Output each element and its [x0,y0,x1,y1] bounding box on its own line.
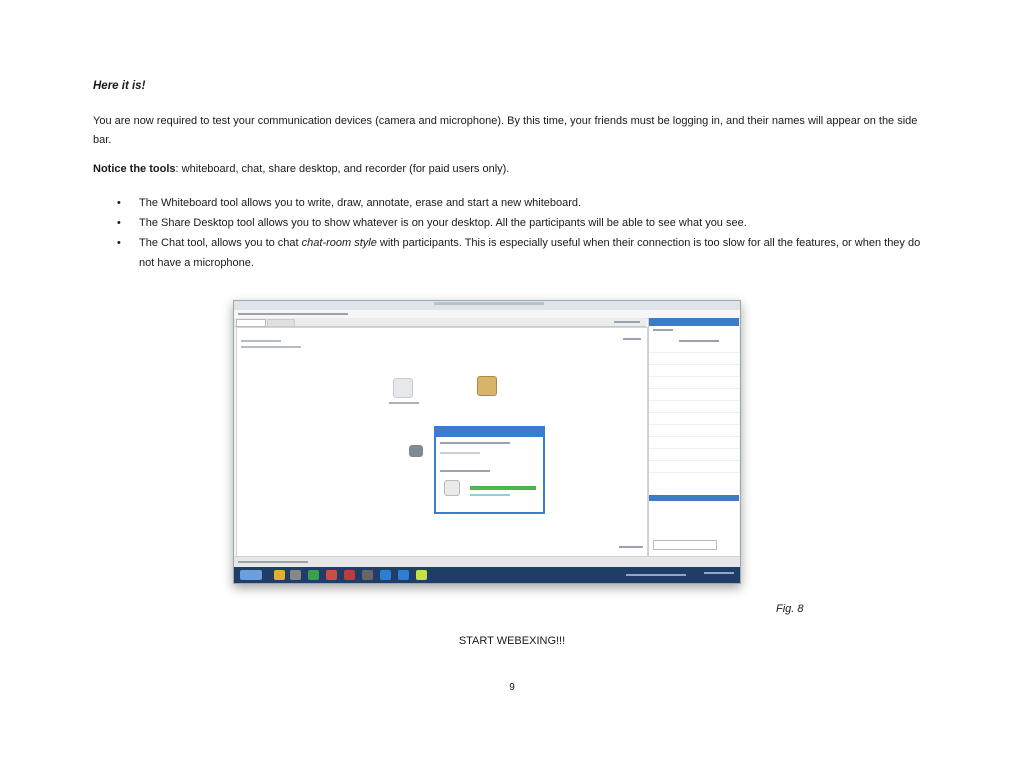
figure-caption: Fig. 8 [776,603,804,615]
headset-icon [393,378,413,398]
bullet-icon: • [117,217,121,229]
notice-bold-label: Notice the tools [93,163,176,175]
notice-text: : whiteboard, chat, share desktop, and recorder (for paid users only). [175,163,510,175]
page-number: 9 [509,682,515,693]
bullet-icon: • [117,197,121,209]
window-tabs [234,318,646,327]
notice-paragraph [93,163,509,175]
intro-paragraph: You are now required to test your communication devices (camera and microphone). By this time, your friends must be logging in, and their names will appear on the side bar. [93,115,918,146]
video-icon [409,445,423,457]
chat-panel-header [649,495,739,501]
tools-bullet-list [93,193,928,273]
window-title-bar [234,301,740,310]
list-item [93,193,928,213]
windows-taskbar [234,567,740,583]
bullet-text-chat-post: with participants. This is especially useful when their connection is too slow for all the features, or when they do not have a microphone. [139,237,921,269]
list-item [93,213,928,233]
section-heading: Here it is! [93,80,146,92]
list-item [93,233,928,273]
bullet-text-share-desktop: The Share Desktop tool allows you to show whatever is on your desktop. All the participants will be able to see what you see. [139,217,747,229]
start-webexing-text: START WEBEXING!!! [458,635,566,647]
headset-icon [444,480,460,496]
bullet-icon: • [117,237,121,249]
bullet-text-chat-pre: The Chat tool, allows you to chat [139,237,302,249]
audio-level-bar [470,486,536,490]
webex-screenshot-figure [233,300,741,584]
participants-icon [477,376,497,396]
meeting-main-area [236,327,648,557]
participants-sidebar [648,318,739,556]
bullet-text-whiteboard: The Whiteboard tool allows you to write, draw, annotate, erase and start a new whiteboard. [139,197,582,209]
audio-connection-dialog [434,426,545,514]
bullet-text-chat-italic: chat-room style [301,237,377,249]
